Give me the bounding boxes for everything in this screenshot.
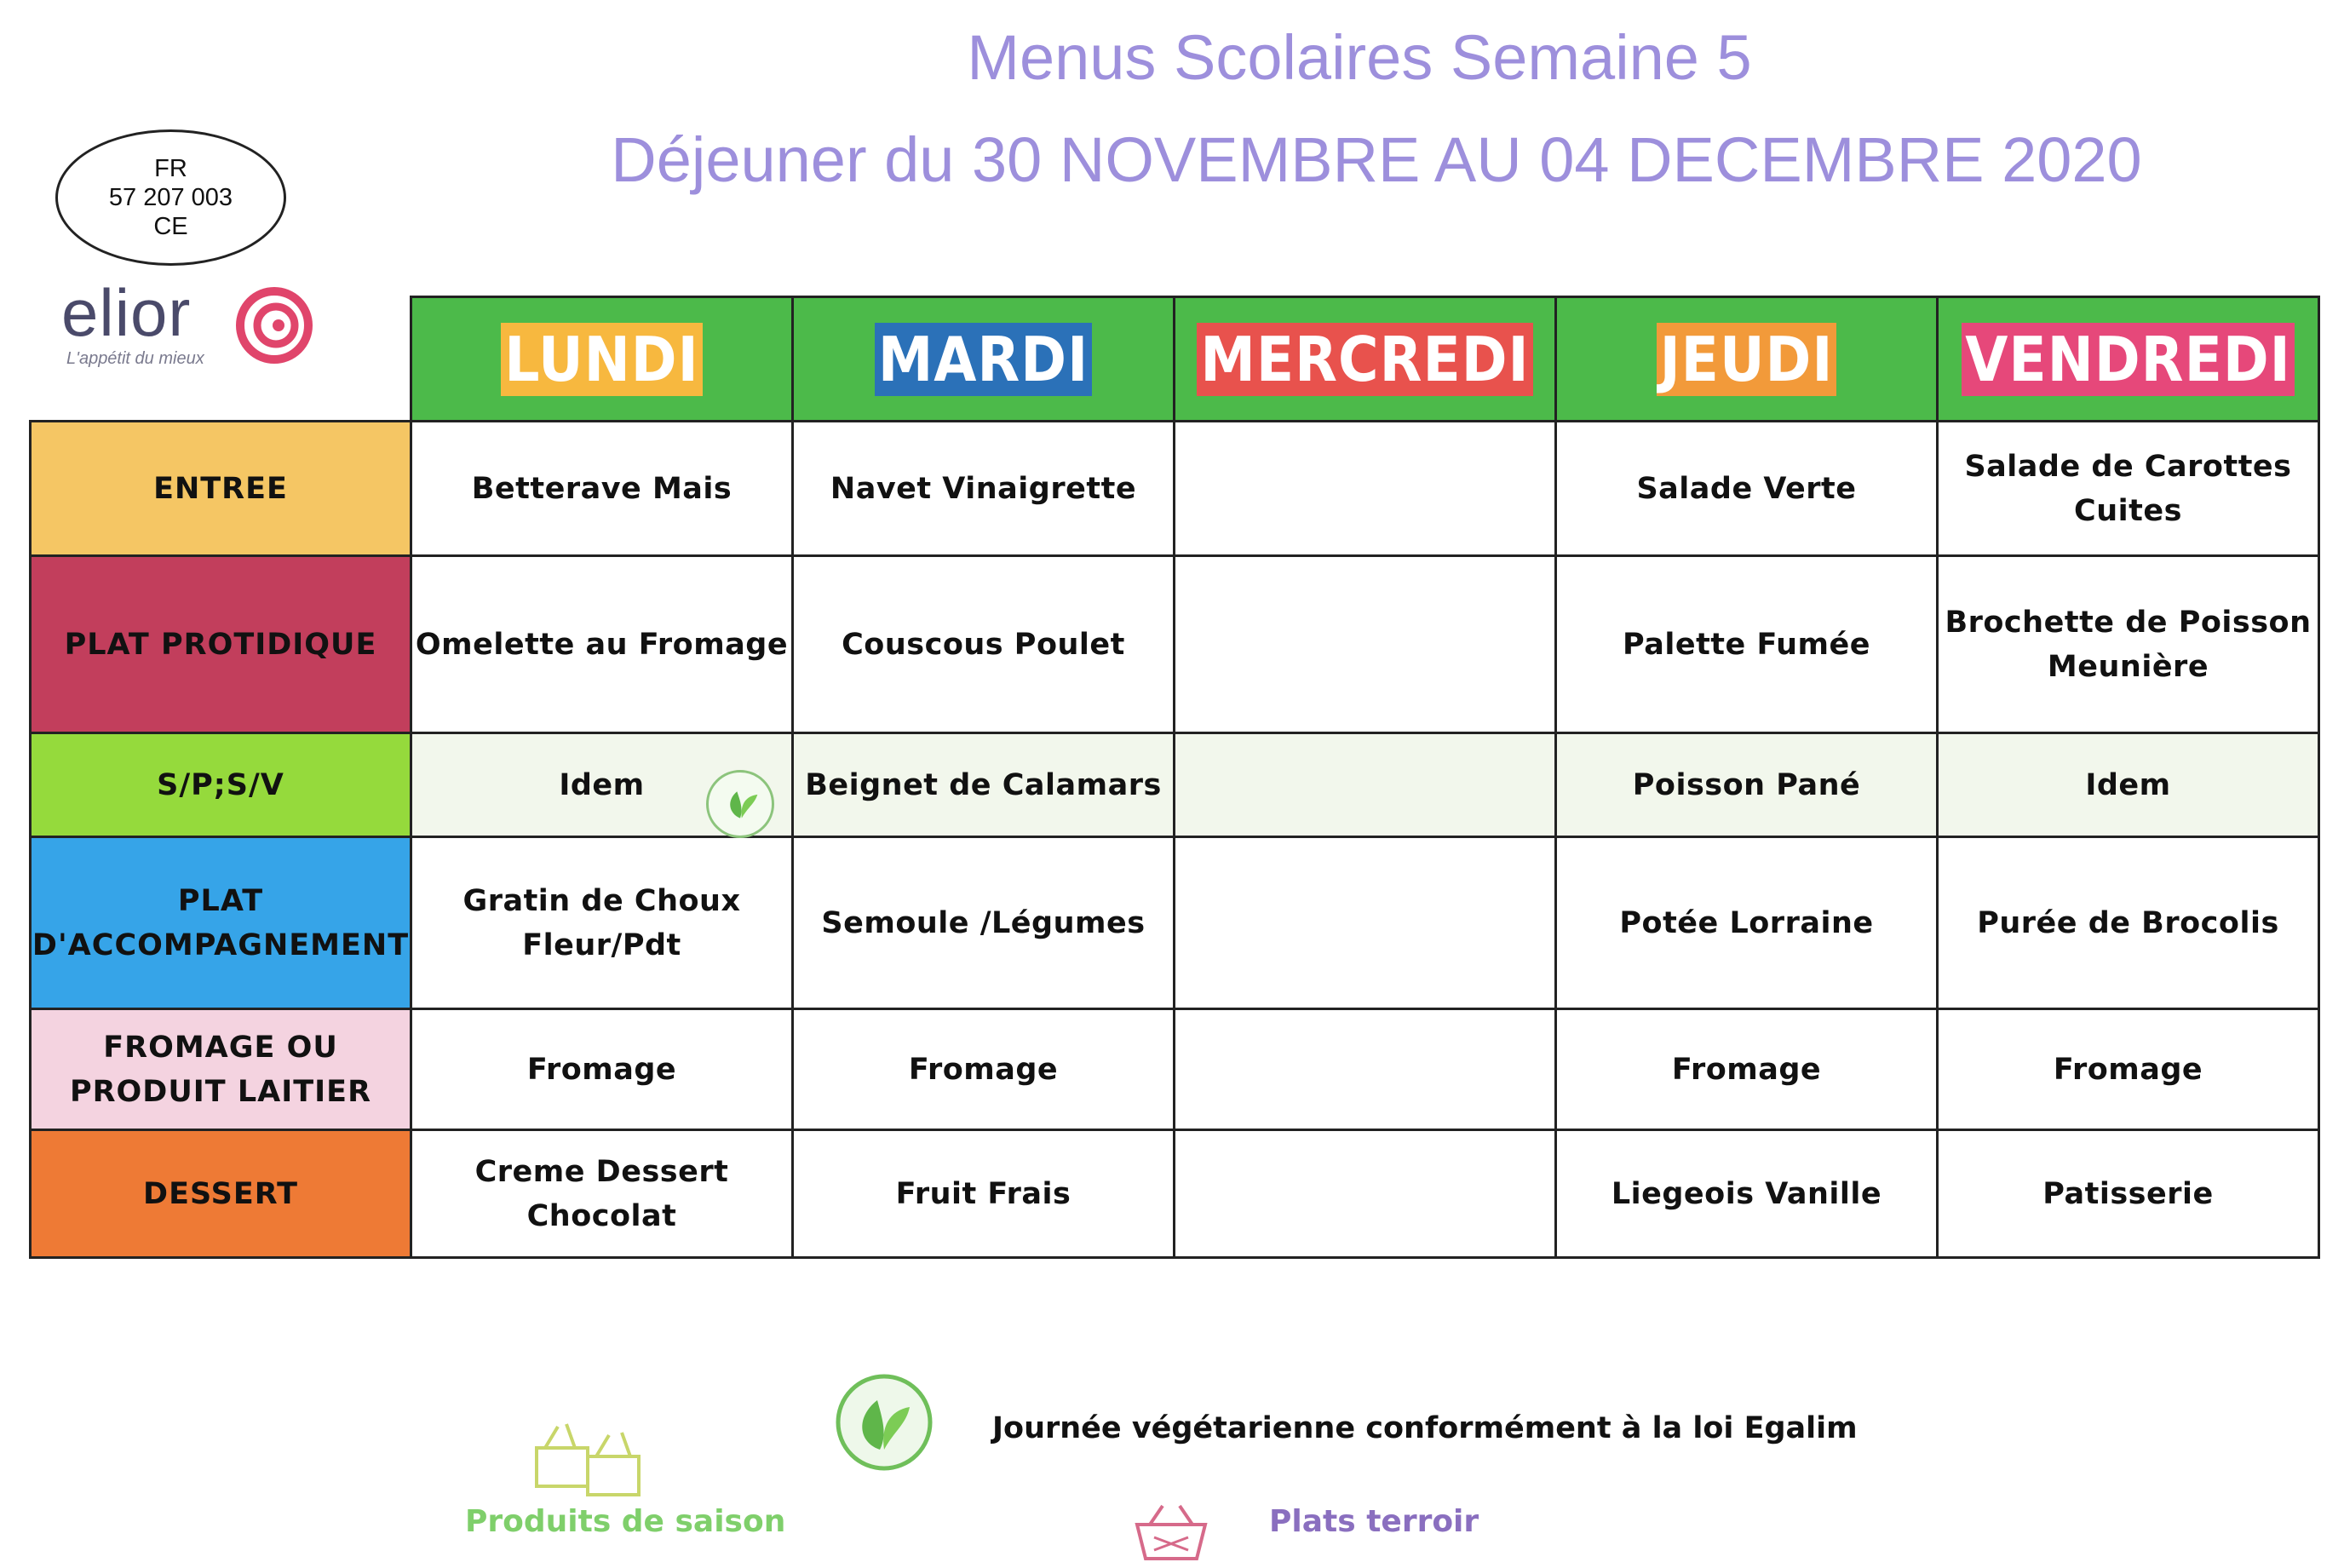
day-header-mardi <box>793 297 1175 422</box>
row-fromage <box>31 1009 2319 1130</box>
menu-cell: Gratin de Choux Fleur/Pdt <box>411 837 793 1009</box>
legend-terroir: Plats terroir <box>1269 1504 1479 1539</box>
menu-cell: Patisserie <box>1938 1130 2319 1258</box>
day-header-row <box>31 297 2319 422</box>
menu-cell: Semoule /Légumes <box>793 837 1175 1009</box>
row-accompagnement <box>31 837 2319 1009</box>
menu-title: Menus Scolaires Semaine 5 <box>967 22 1752 93</box>
category-fromage: FROMAGE OU PRODUIT LAITIER <box>31 1009 411 1130</box>
terroir-dishes-icon <box>1124 1499 1218 1567</box>
category-accompagnement: PLAT D'ACCOMPAGNEMENT <box>31 837 411 1009</box>
table-corner <box>31 297 411 422</box>
menu-cell: Couscous Poulet <box>793 556 1175 733</box>
stamp-line-2: 57 207 003 <box>108 184 233 211</box>
menu-cell: Fruit Frais <box>793 1130 1175 1258</box>
menu-date-range: Déjeuner du 30 NOVEMBRE AU 04 DECEMBRE 2020 <box>611 124 2142 195</box>
seasonal-products-icon <box>528 1405 656 1508</box>
menu-cell: Creme Dessert Chocolat <box>411 1130 793 1258</box>
logo-tagline: L'appétit du mieux <box>66 349 204 368</box>
day-label-lundi: LUNDI <box>496 319 707 399</box>
menu-cell: Poisson Pané <box>1556 733 1938 837</box>
row-plat-protidique <box>31 556 2319 733</box>
menu-cell <box>1175 1130 1556 1258</box>
legend-seasonal: Produits de saison <box>465 1504 786 1539</box>
weekly-menu-table <box>29 296 2320 1259</box>
menu-cell: Navet Vinaigrette <box>793 422 1175 556</box>
day-header-lundi <box>411 297 793 422</box>
menu-cell: Salade Verte <box>1556 422 1938 556</box>
category-sps: S/P;S/V <box>31 733 411 837</box>
day-label-mardi: MARDI <box>870 319 1097 399</box>
menu-cell: Beignet de Calamars <box>793 733 1175 837</box>
category-dessert: DESSERT <box>31 1130 411 1258</box>
menu-cell: Fromage <box>1938 1009 2319 1130</box>
menu-cell: Liegeois Vanille <box>1556 1130 1938 1258</box>
legend-vegetarian: Journée végétarienne conformément à la loi Egalim <box>992 1411 1858 1445</box>
menu-cell: Fromage <box>1556 1009 1938 1130</box>
day-label-jeudi: JEUDI <box>1652 319 1842 399</box>
day-header-mercredi <box>1175 297 1556 422</box>
menu-cell <box>411 733 793 837</box>
menu-cell: Omelette au Fromage <box>411 556 793 733</box>
category-plat-protidique: PLAT PROTIDIQUE <box>31 556 411 733</box>
health-stamp <box>55 129 286 266</box>
menu-cell: Salade de Carottes Cuites <box>1938 422 2319 556</box>
day-label-vendredi: VENDREDI <box>1956 319 2299 399</box>
day-header-jeudi <box>1556 297 1938 422</box>
stamp-line-1: FR <box>154 155 187 182</box>
day-label-mercredi: MERCREDI <box>1192 319 1537 399</box>
row-entree <box>31 422 2319 556</box>
menu-cell <box>1175 1009 1556 1130</box>
day-header-vendredi <box>1938 297 2319 422</box>
menu-cell <box>1175 733 1556 837</box>
menu-cell <box>1175 422 1556 556</box>
vegetarian-icon <box>833 1371 935 1473</box>
menu-cell: Brochette de Poisson Meunière <box>1938 556 2319 733</box>
vegetarian-badge-icon <box>706 770 774 838</box>
stamp-line-3: CE <box>153 213 188 240</box>
menu-cell: Purée de Brocolis <box>1938 837 2319 1009</box>
menu-cell: Potée Lorraine <box>1556 837 1938 1009</box>
menu-cell: Idem <box>1938 733 2319 837</box>
menu-cell <box>1175 556 1556 733</box>
row-sps <box>31 733 2319 837</box>
menu-cell <box>1175 837 1556 1009</box>
logo-wordmark: elior <box>61 275 192 350</box>
category-entree: ENTREE <box>31 422 411 556</box>
menu-cell: Betterave Mais <box>411 422 793 556</box>
menu-cell-text: Idem <box>559 767 645 802</box>
row-dessert <box>31 1130 2319 1258</box>
menu-cell: Fromage <box>793 1009 1175 1130</box>
menu-cell: Fromage <box>411 1009 793 1130</box>
menu-cell: Palette Fumée <box>1556 556 1938 733</box>
